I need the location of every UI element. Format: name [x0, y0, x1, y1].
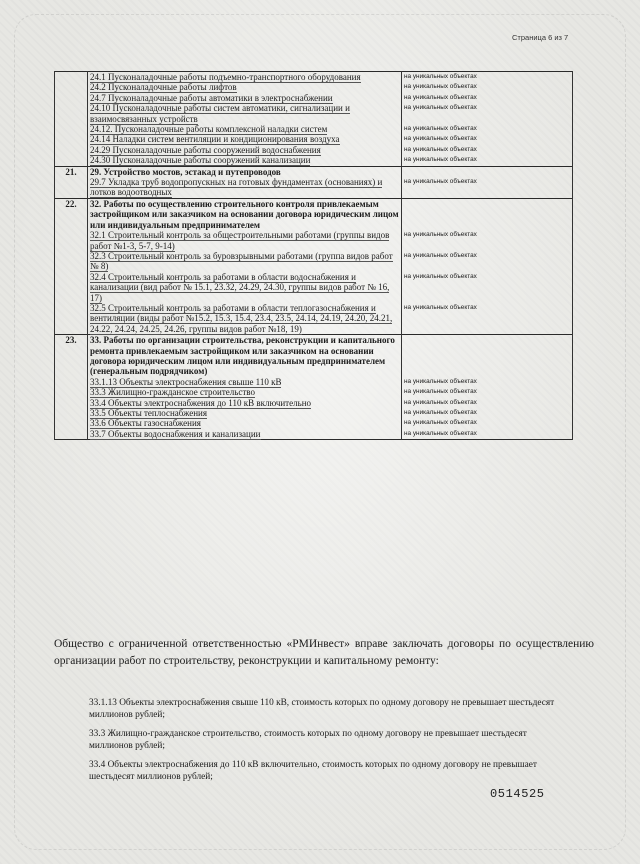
page-number: Страница 6 из 7 — [512, 33, 569, 42]
permission-intro: Общество с ограниченной ответственностью «РМИнвест» вправе заключать договоры по осуществлению организации работ по строительству, реконструкции и капитальному ремонту: — [54, 638, 594, 667]
table-row — [55, 377, 573, 387]
work-type-cell — [88, 418, 402, 428]
restriction-note: на уникальных объектах — [402, 398, 573, 408]
work-type-cell — [88, 72, 402, 83]
table-row — [55, 335, 573, 377]
table-row — [55, 82, 573, 92]
work-type-name: 24.10 Пусконаладочные работы систем автоматики, сигнализации и взаимосвязанных устройств — [90, 103, 350, 124]
row-number: 22. — [55, 198, 88, 334]
work-type-cell — [88, 398, 402, 408]
table-row — [55, 230, 573, 251]
restriction-note: на уникальных объектах — [402, 251, 573, 272]
restriction-empty — [402, 198, 573, 230]
restriction-note: на уникальных объектах — [402, 124, 573, 134]
table-row — [55, 408, 573, 418]
work-type-name: 24.29 Пусконаладочные работы сооружений водоснабжения — [90, 144, 321, 155]
table-row — [55, 198, 573, 230]
table-row — [55, 72, 573, 83]
work-group-heading: 32. Работы по осуществлению строительного контроля привлекаемым застройщиком или заказчиком на основании договора юридическим лицом или индивидуальным предпринимателем — [88, 198, 402, 230]
table-row — [55, 303, 573, 335]
work-type-name: 24.7 Пусконаладочные работы автоматики в электроснабжении — [90, 92, 333, 103]
work-type-name: 24.12. Пусконаладочные работы комплексной наладки систем — [90, 124, 328, 135]
restriction-note: на уникальных объектах — [402, 134, 573, 144]
table-row — [55, 103, 573, 124]
work-type-name: 29.7 Укладка труб водопропускных на готовых фундаментах (основаниях) и лотков водоотводных — [90, 177, 383, 198]
work-type-name: 33.5 Объекты теплоснабжения — [90, 408, 207, 418]
work-type-name: 24.2 Пусконаладочные работы лифтов — [90, 82, 237, 93]
restriction-note: на уникальных объектах — [402, 303, 573, 335]
row-number — [55, 72, 88, 167]
work-type-cell — [88, 177, 402, 198]
work-type-name: 32.5 Строительный контроль за работами в области теплогазоснабжения и вентиляции (виды работ №15.2, 15.3, 15.4, 23.4, 23.5, 24.14, 24.19, 24.20, 24.21, 24.22, 24.24, 24.25, 24.26, группы видов работ №18, 19) — [90, 302, 393, 334]
table-row — [55, 387, 573, 397]
table-row — [55, 272, 573, 303]
restriction-empty — [402, 166, 573, 177]
work-type-name: 24.14 Наладки систем вентиляции и кондиционирования воздуха — [90, 134, 340, 145]
table-row — [55, 251, 573, 272]
work-type-cell — [88, 377, 402, 387]
restriction-note: на уникальных объектах — [402, 408, 573, 418]
work-type-cell — [88, 272, 402, 303]
contract-limit-item: 33.4 Объекты электроснабжения до 110 кВ включительно, стоимость которых по одному договору не превышает шестьдесят миллионов рублей; — [89, 759, 537, 783]
work-type-cell — [88, 82, 402, 92]
contract-limits-list — [89, 697, 559, 789]
document-serial-number: 0514525 — [490, 787, 545, 801]
restriction-note: на уникальных объектах — [402, 272, 573, 303]
table-row — [55, 166, 573, 177]
work-type-name: 33.7 Объекты водоснабжения и канализации — [90, 428, 261, 439]
work-type-name: 33.1.13 Объекты электроснабжения свыше 110 кВ — [90, 376, 282, 387]
table-row — [55, 155, 573, 166]
restriction-note: на уникальных объектах — [402, 155, 573, 166]
row-number: 23. — [55, 335, 88, 440]
work-group-heading: 33. Работы по организации строительства, реконструкции и капитального ремонта привлекаемым застройщиком или заказчиком на основании договора юридическим лицом или индивидуальным предпринимателем (генеральным подрядчиком) — [88, 335, 402, 377]
table-row — [55, 124, 573, 134]
work-type-name: 33.3 Жилищно-гражданское строительство — [90, 387, 255, 398]
work-type-cell — [88, 134, 402, 144]
work-type-name: 33.4 Объекты электроснабжения до 110 кВ включительно — [90, 397, 312, 408]
work-type-name: 24.30 Пусконаладочные работы сооружений канализации — [90, 155, 311, 166]
contract-limit-item: 33.1.13 Объекты электроснабжения свыше 110 кВ, стоимость которых по одному договору не превышает шестьдесят миллионов рублей; — [89, 698, 555, 721]
restriction-empty — [402, 335, 573, 377]
work-type-cell — [88, 103, 402, 124]
work-group-heading: 29. Устройство мостов, эстакад и путепроводов — [88, 166, 402, 177]
work-type-cell — [88, 230, 402, 251]
table-row — [55, 398, 573, 408]
row-number: 21. — [55, 166, 88, 198]
work-type-cell — [88, 145, 402, 155]
work-type-cell — [88, 155, 402, 166]
work-type-cell — [88, 387, 402, 397]
restriction-note: на уникальных объектах — [402, 387, 573, 397]
table-row — [55, 93, 573, 103]
restriction-note: на уникальных объектах — [402, 429, 573, 440]
table-row — [55, 429, 573, 440]
work-type-cell — [88, 251, 402, 272]
restriction-note: на уникальных объектах — [402, 230, 573, 251]
table-row — [55, 418, 573, 428]
work-type-name: 24.1 Пусконаладочные работы подъемно-транспортного оборудования — [90, 72, 361, 82]
work-type-cell — [88, 303, 402, 335]
contract-limit-item: 33.3 Жилищно-гражданское строительство, стоимость которых по одному договору не превышает шестьдесят миллионов рублей; — [89, 728, 527, 752]
restriction-note: на уникальных объектах — [402, 103, 573, 124]
work-type-cell — [88, 429, 402, 440]
restriction-note: на уникальных объектах — [402, 72, 573, 83]
table-row — [55, 177, 573, 198]
work-type-name: 32.4 Строительный контроль за работами в области водоснабжения и канализации (вид работ № 15.1, 23.32, 24.29, 24.30, группы видов работ № 16, 17) — [90, 271, 390, 303]
permitted-works-table — [54, 71, 573, 440]
work-type-cell — [88, 408, 402, 418]
table-row — [55, 134, 573, 144]
restriction-note: на уникальных объектах — [402, 377, 573, 387]
restriction-note: на уникальных объектах — [402, 177, 573, 198]
restriction-note: на уникальных объектах — [402, 82, 573, 92]
restriction-note: на уникальных объектах — [402, 418, 573, 428]
work-type-name: 32.3 Строительный контроль за буровзрывными работами (группа видов работ № 8) — [90, 250, 393, 272]
table-row — [55, 145, 573, 155]
restriction-note: на уникальных объектах — [402, 145, 573, 155]
work-type-cell — [88, 124, 402, 134]
work-type-cell — [88, 93, 402, 103]
work-type-name: 33.6 Объекты газоснабжения — [90, 418, 201, 429]
restriction-note: на уникальных объектах — [402, 93, 573, 103]
work-type-name: 32.1 Строительный контроль за общестроительными работами (группы видов работ №1-3, 5-7, 9-14) — [90, 230, 390, 251]
